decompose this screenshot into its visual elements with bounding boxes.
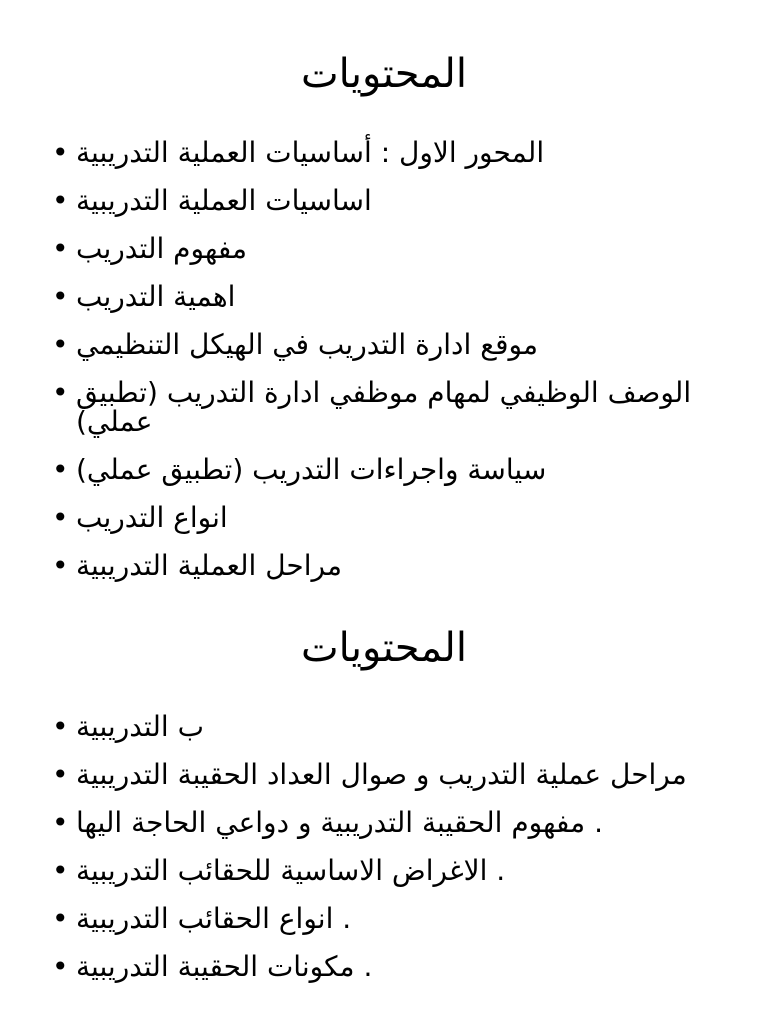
list-item: • . مفهوم الحقيبة التدريبية و دواعي الحاجة اليها — [52, 806, 603, 839]
bullet-icon: • — [52, 453, 69, 486]
bullet-icon: • — [52, 950, 69, 983]
list-item: • . انواع الحقائب التدريبية — [52, 902, 352, 935]
bullet-icon: • — [52, 549, 69, 582]
list-item: • المحور الاول : أساسيات العملية التدريبية — [52, 136, 545, 169]
list-item: • انواع التدريب — [52, 501, 228, 534]
bullet-list — [52, 138, 732, 582]
list-item: • مراحل العملية التدريبية — [52, 549, 342, 582]
bullet-icon: • — [52, 806, 69, 839]
bullet-list — [52, 712, 732, 1000]
list-item: • الوصف الوظيفي لمهام موظفي ادارة التدريب (تطبيق عملي) — [52, 376, 692, 438]
bullet-icon: • — [52, 136, 69, 169]
bullet-icon: • — [52, 501, 69, 534]
bullet-icon: • — [52, 758, 69, 791]
list-item: • مفهوم التدريب — [52, 232, 248, 265]
list-item: • سياسة واجراءات التدريب (تطبيق عملي) — [52, 453, 547, 486]
bullet-icon: • — [52, 376, 69, 409]
list-item: • . مكونات الحقيبة التدريبية — [52, 950, 373, 983]
bullet-icon: • — [52, 232, 69, 265]
slide-title: المحتويات — [301, 51, 467, 97]
bullet-icon: • — [52, 328, 69, 361]
list-item: • مراحل عملية التدريب و صوال العداد الحقيبة التدريبية — [52, 758, 687, 791]
slide-2 — [0, 596, 768, 1024]
list-item: • . الاغراض الاساسية للحقائب التدريبية — [52, 854, 506, 887]
list-item: • موقع ادارة التدريب في الهيكل التنظيمي — [52, 328, 538, 361]
bullet-icon: • — [52, 710, 69, 743]
bullet-icon: • — [52, 854, 69, 887]
list-item: • اهمية التدريب — [52, 280, 236, 313]
bullet-icon: • — [52, 280, 69, 313]
slide-title: المحتويات — [301, 625, 467, 671]
bullet-icon: • — [52, 184, 69, 217]
list-item: • ب التدريبية — [52, 710, 204, 743]
list-item: • اساسيات العملية التدريبية — [52, 184, 372, 217]
bullet-icon: • — [52, 902, 69, 935]
